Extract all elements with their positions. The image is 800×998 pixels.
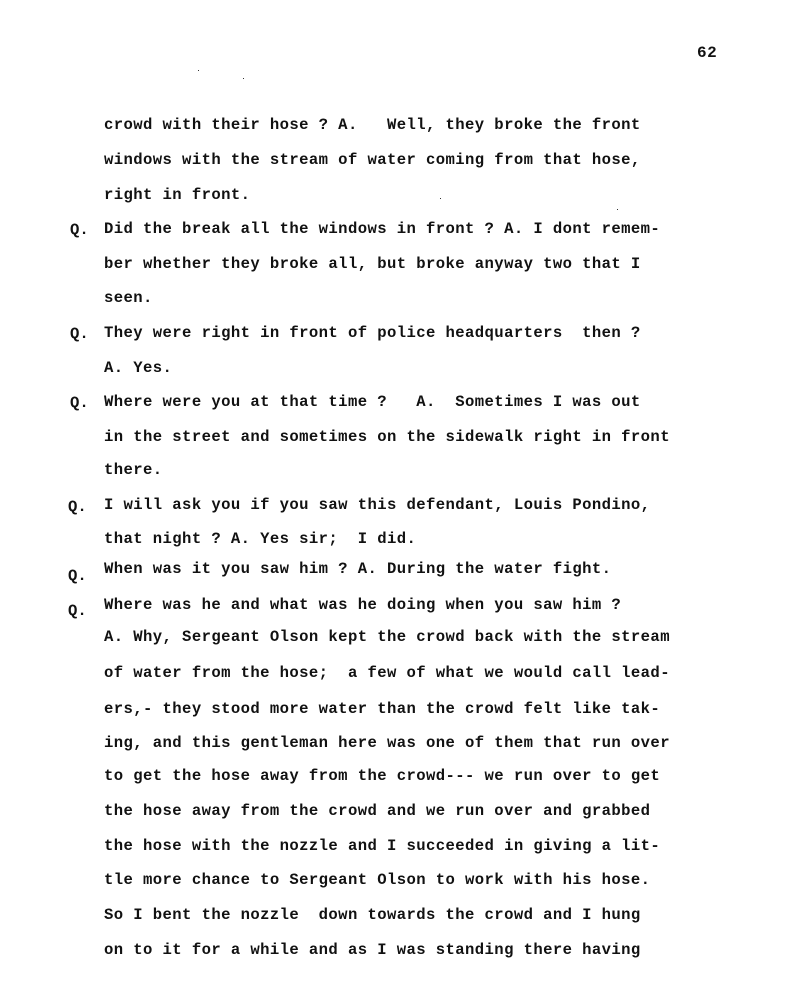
transcript-line: A. Why, Sergeant Olson kept the crowd back with the stream <box>104 628 670 646</box>
transcript-line: on to it for a while and as I was standing there having <box>104 941 641 959</box>
transcript-line: ing, and this gentleman here was one of them that run over <box>104 734 670 752</box>
transcript-line: tle more chance to Sergeant Olson to work with his hose. <box>104 871 651 889</box>
transcript-line: there. <box>104 461 163 479</box>
transcript-line: ber whether they broke all, but broke anyway two that I <box>104 255 641 273</box>
scan-speck <box>440 198 441 199</box>
transcript-line: windows with the stream of water coming from that hose, <box>104 151 641 169</box>
transcript-line: of water from the hose; a few of what we would call lead- <box>104 664 670 682</box>
transcript-line: to get the hose away from the crowd--- we run over to get <box>104 767 661 785</box>
transcript-line: So I bent the nozzle down towards the crowd and I hung <box>104 906 641 924</box>
page-number: 62 <box>697 44 718 62</box>
transcript-line: the hose with the nozzle and I succeeded in giving a lit- <box>104 837 661 855</box>
transcript-line: in the street and sometimes on the sidewalk right in front <box>104 428 670 446</box>
transcript-line: the hose away from the crowd and we run over and grabbed <box>104 802 651 820</box>
transcript-line: ers,- they stood more water than the crowd felt like tak- <box>104 700 661 718</box>
question-marker: Q. <box>68 567 87 585</box>
transcript-line: right in front. <box>104 186 251 204</box>
transcript-line: I will ask you if you saw this defendant, Louis Pondino, <box>104 496 651 514</box>
question-marker: Q. <box>70 325 89 343</box>
transcript-line: crowd with their hose ? A. Well, they broke the front <box>104 116 641 134</box>
transcript-line: that night ? A. Yes sir; I did. <box>104 530 417 548</box>
transcript-line: They were right in front of police headquarters then ? <box>104 324 641 342</box>
scan-speck <box>243 78 244 79</box>
transcript-line: seen. <box>104 289 153 307</box>
question-marker: Q. <box>68 498 87 516</box>
transcript-line: Where were you at that time ? A. Sometimes I was out <box>104 393 641 411</box>
scan-speck <box>617 209 618 210</box>
transcript-line: Where was he and what was he doing when you saw him ? <box>104 596 622 614</box>
scan-speck <box>198 70 199 71</box>
transcript-line: When was it you saw him ? A. During the water fight. <box>104 560 612 578</box>
question-marker: Q. <box>68 602 87 620</box>
transcript-line: Did the break all the windows in front ? A. I dont remem- <box>104 220 661 238</box>
transcript-line: A. Yes. <box>104 359 173 377</box>
question-marker: Q. <box>70 221 89 239</box>
question-marker: Q. <box>70 394 89 412</box>
